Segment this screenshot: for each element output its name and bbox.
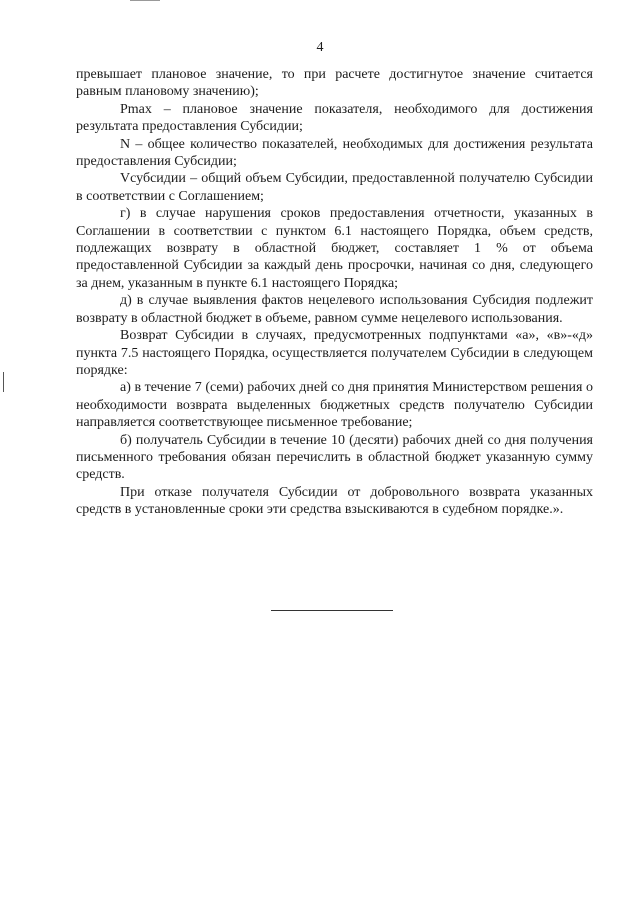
paragraph-refund-procedure: Возврат Субсидии в случаях, предусмотренных подпунктами «а», «в»-«д» пункта 7.5 настоящего Порядка, осуществляется получателем Субсидии в следующем порядке: (76, 328, 593, 378)
closing-rule (271, 610, 393, 611)
paragraph-n-definition: N – общее количество показателей, необходимых для достижения результата предоставления Субсидии; (76, 136, 593, 170)
paragraph-v-definition: Vсубсидии – общий объем Субсидии, предоставленной получателю Субсидии в соответствии с Соглашением; (76, 171, 593, 204)
document-body (76, 66, 593, 519)
scan-edge-mark (130, 0, 160, 1)
paragraph-item-b: б) получатель Субсидии в течение 10 (десяти) рабочих дней со дня получения письменного требования обязан перечислить в областной бюджет указанную сумму средств. (76, 432, 593, 483)
paragraph-refusal: При отказе получателя Субсидии от добровольного возврата указанных средств в установленные сроки эти средства взыскиваются в судебном порядке.». (76, 484, 593, 518)
page-number: 4 (316, 40, 324, 55)
paragraph-item-d: д) в случае выявления фактов нецелевого использования Субсидия подлежит возврату в областной бюджет в объеме, равном сумме нецелевого использования. (76, 293, 593, 326)
paragraph-pmax-definition: Pmax – плановое значение показателя, необходимого для достижения результата предоставления Субсидии; (76, 101, 593, 135)
paragraph-item-a: а) в течение 7 (семи) рабочих дней со дня принятия Министерством решения о необходимости возврата выделенных бюджетных средств получателю Субсидии направляется соответствующее письменное требование; (76, 380, 593, 431)
paragraph-continuation: превышает плановое значение, то при расчете достигнутое значение считается равным плановому значению); (76, 67, 593, 100)
paragraph-item-g: г) в случае нарушения сроков предоставления отчетности, указанных в Соглашении в соответствии с пунктом 6.1 настоящего Порядка, объем средств, подлежащих возврату в областной бюджет, составляет 1 % от объема предоставленной Субсидии за каждый день просрочки, начиная со дня, следующего за днем, указанным в пункте 6.1 настоящего Порядка; (76, 206, 593, 291)
margin-mark (3, 372, 4, 392)
